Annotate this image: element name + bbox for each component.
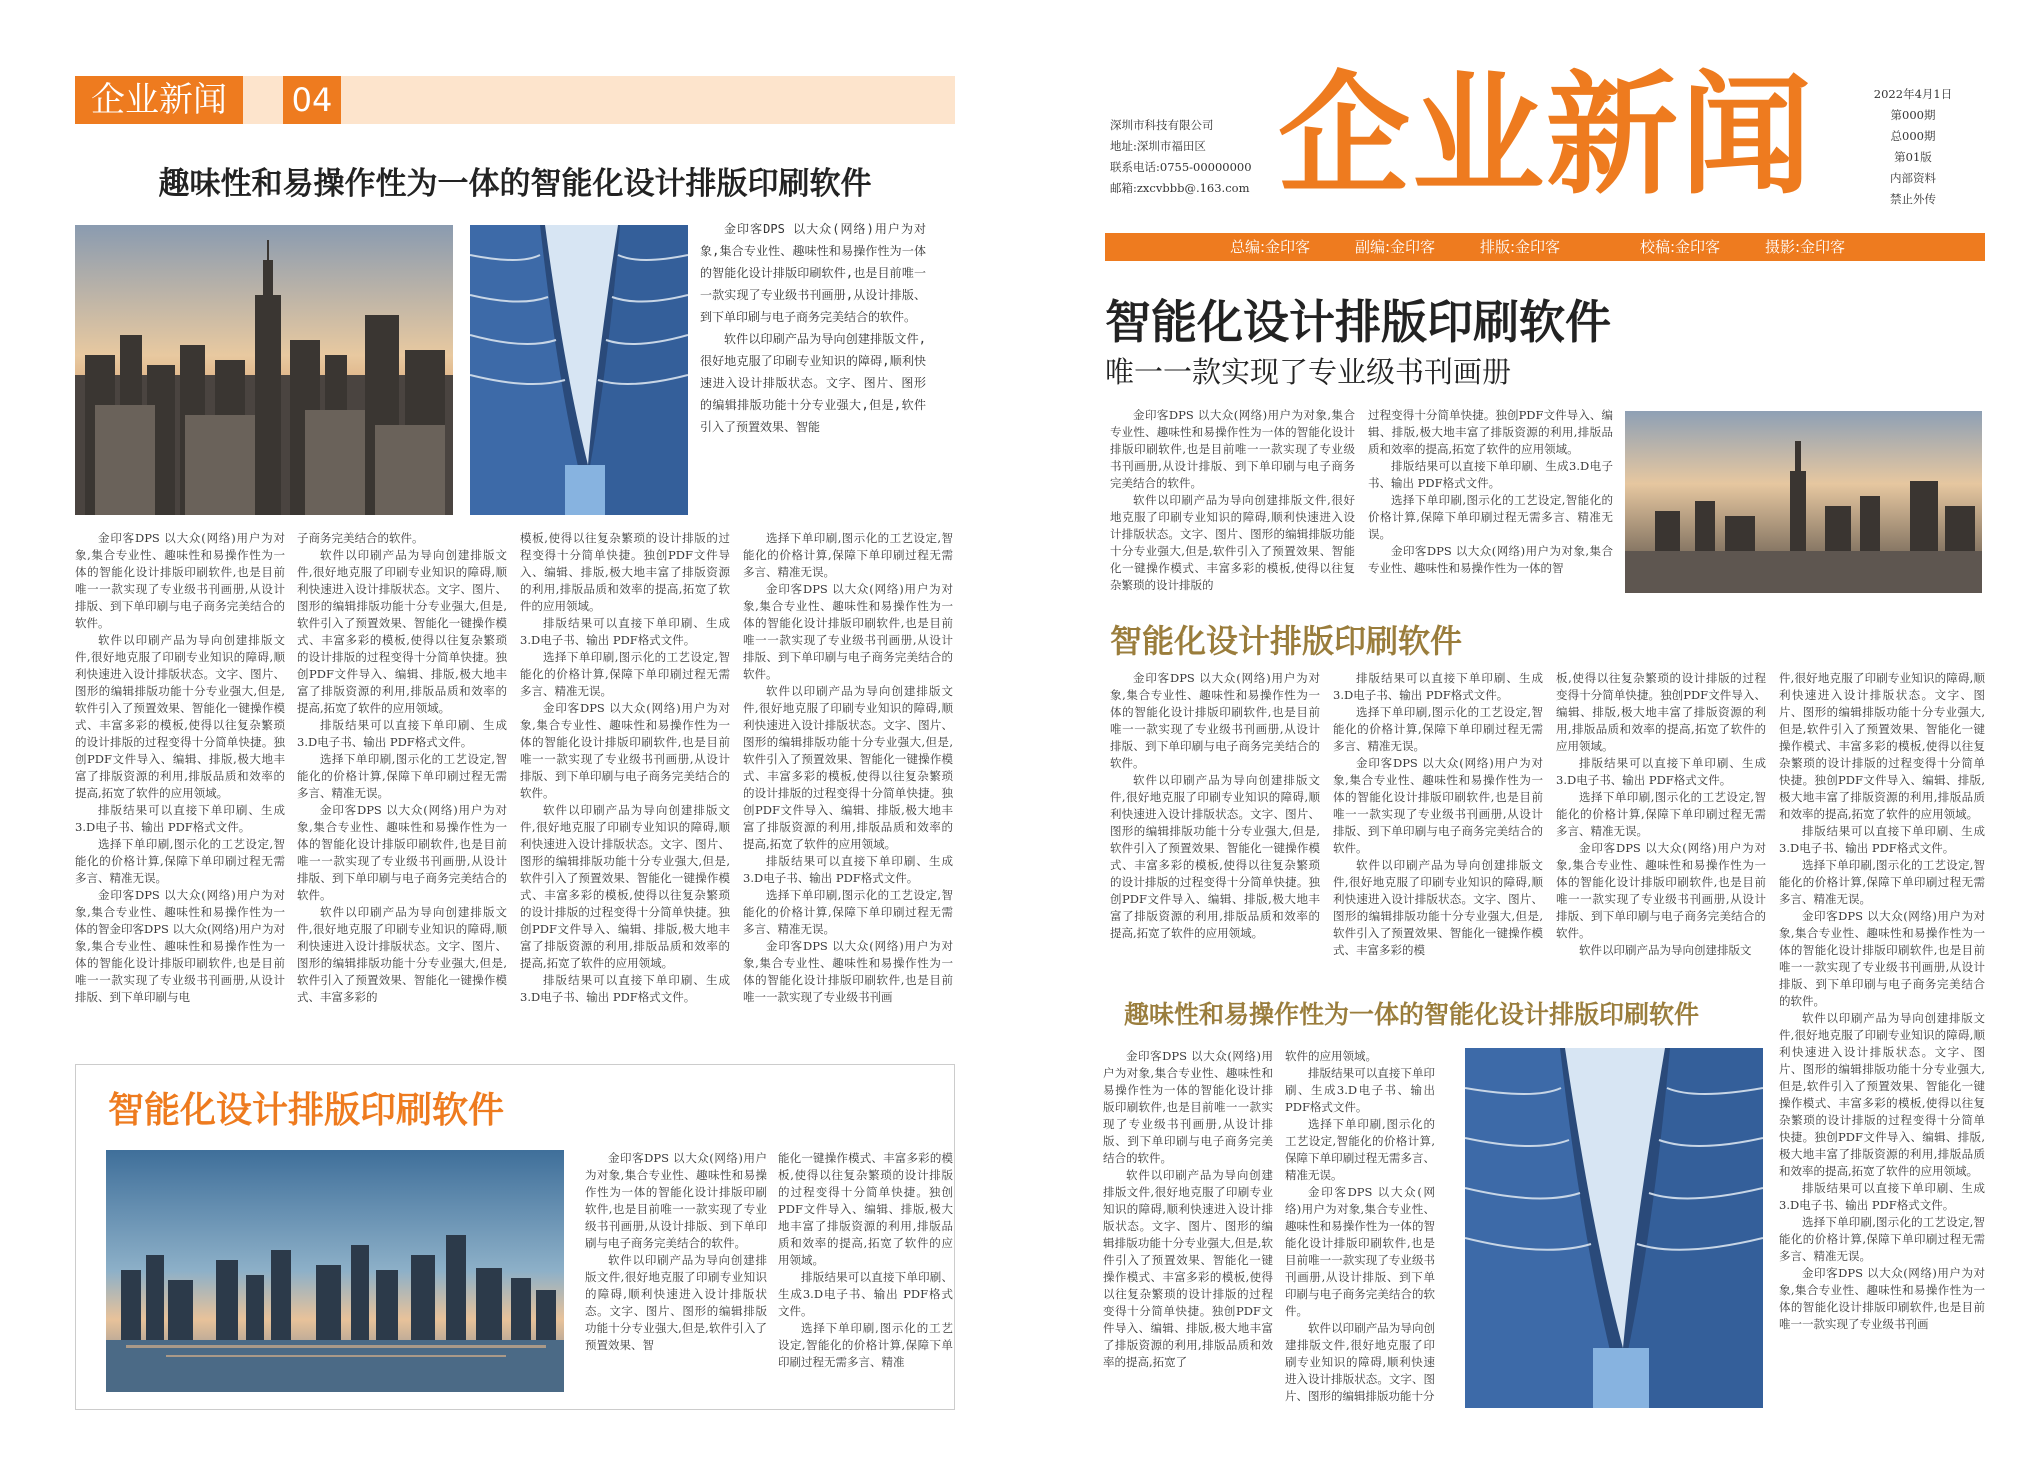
paragraph: 金印客DPS 以大众(网络)用户为对象,集合专业性、趣味性和易操作性为一体的智能化设计排版印刷软件,也是目前唯一一款实现了专业级书刊画 (1779, 1266, 1985, 1331)
total-no: 总000期 (1890, 129, 1936, 143)
section2-column-2 (1285, 1048, 1435, 1408)
paragraph: 金印客DPS 以大众(网络)用户为对象,集合专业性、趣味性和易操作性为一体的智金印客DPS 以大众(网络)用户为对象,集合专业性、趣味性和易操作性为一体的智能化设计排版印刷软件,也是目前唯一一款实现了专业级书刊画册,从设计排版、到下单印刷与电 (75, 888, 285, 1004)
left-column-1 (75, 530, 285, 1052)
staff-editor: 总编:金印客 (1230, 238, 1311, 256)
phone: 联系电话:0755-00000000 (1110, 160, 1252, 174)
paragraph: 选择下单印刷,图示化的工艺设定,智能化的价格计算,保障下单印刷过程无需多言、精准无误。 (520, 650, 730, 698)
paragraph: 软件以印刷产品为导向创建排版文件,很好地克服了印刷专业知识的障碍,顺利快速进入设计排版状态。文字、图片、图形的编辑排版功能十分专业强大,但是,软件引入了预置效果、智能化一键操作模式、丰富多彩的模板,使得以往复杂繁琐的设计排版的过程变得十分简单快捷。独创PDF文件导入、编辑、排版,极大地丰富了排版资源的利用,排版品质和效率的提高,拓宽了软件的应用领域。 (1110, 773, 1320, 940)
paragraph: 软件以印刷产品为导向创建排版文件,很好地克服了印刷专业知识的障碍,顺利快速进入设计排版状态。文字、图片、图形的编辑排版功能十分专业强大,但是,软件引入了预置效果、智能化一键操作模式、丰富多彩的模板,使得以往复杂繁琐的设计排版的过程变得十分简单快捷。独创PDF文件导入、编辑、排版,极大地丰富了排版资源的利用,排版品质和效率的提高,拓宽了软件的应用领域。 (743, 684, 953, 851)
paragraph: 排版结果可以直接下单印刷、生成3.D电子书、输出 PDF格式文件。 (1556, 756, 1766, 787)
masthead-title: 企业新闻 (1278, 59, 1814, 213)
section2-column-1 (1103, 1048, 1273, 1408)
paragraph: 金印客DPS 以大众(网络)用户为对象,集合专业性、趣味性和易操作性为一体的智能化设计排版印刷软件,也是目前唯一一款实现了专业级书刊画册,从设计排版、到下单印刷与电子商务完美结合的软件。 (1110, 408, 1355, 490)
paragraph: 软件以印刷产品为导向创建排版文 (1579, 943, 1752, 957)
paragraph: 金印客DPS 以大众(网络)用户为对象,集合专业性、趣味性和易操作性为一体的智能化设计排版印刷软件,也是目前唯一一款实现了专业级书刊画册,从设计排版、到下单印刷与电子商务完美结合的软件。 (1779, 909, 1985, 1008)
paragraph: 排版结果可以直接下单印刷、生成3.D电子书、输出 PDF格式文件。 (1333, 671, 1543, 702)
staff-proofreader: 校稿:金印客 (1640, 238, 1721, 256)
section1-column-1 (1110, 670, 1320, 980)
lead-column-2 (1368, 407, 1613, 605)
email: 邮箱:zxcvbbb@.163.com (1110, 181, 1250, 195)
paragraph: 软件以印刷产品为导向创建排版文件,很好地克服了印刷专业知识的障碍,顺利快速进入设计排版状态。文字、图片、图形的编辑排版功能十分专业强大,但是,软件引入了预置效果、智 (585, 1253, 767, 1352)
paragraph: 排版结果可以直接下单印刷、生成3.D电子书、输出 PDF格式文件。 (1779, 824, 1985, 855)
paragraph: 排版结果可以直接下单印刷、生成3.D电子书、输出 PDF格式文件。 (743, 854, 953, 885)
publisher-info (1110, 115, 1252, 199)
paragraph: 选择下单印刷,图示化的工艺设定,智能化的价格计算,保障下单印刷过程无需多言、精准无误。 (297, 752, 507, 800)
paragraph: 软件以印刷产品为导向创建排版文件,很好地克服了印刷专业知识的障碍,顺利快速进入设计排版状态。文字、图片、图形的编辑排版功能十分 (1285, 1321, 1435, 1403)
paragraph: 件,很好地克服了印刷专业知识的障碍,顺利快速进入设计排版状态。文字、图片、图形的编辑排版功能十分专业强大,但是,软件引入了预置效果、智能化一键操作模式、丰富多彩的模板,使得以往复杂繁琐的设计排版的过程变得十分简单快捷。独创PDF文件导入、编辑、排版,极大地丰富了排版资源的利用,排版品质和效率的提高,拓宽了软件的应用领域。 (1779, 671, 1985, 821)
paragraph: 子商务完美结合的软件。 (297, 531, 424, 545)
paragraph: 软件以印刷产品为导向创建排版文件,很好地克服了印刷专业知识的障碍,顺利快速进入设计排版状态。文字、图片、图形的编辑排版功能十分专业强大,但是,软件引入了预置效果、智能化一键操作模式、丰富多彩的模 (1333, 858, 1543, 957)
paragraph: 软件以印刷产品为导向创建排版文件,很好地克服了印刷专业知识的障碍,顺利快速进入设计排版状态。文字、图片、图形的编辑排版功能十分专业强大,但是,软件引入了预置效果、智能化一键操作模式、丰富多彩的模板,使得以往复杂繁琐的设计排版的过程变得十分简单快捷。独创PDF文件导入、编辑、排版,极大地丰富了排版资源的利用,排版品质和效率的提高,拓宽了软件的应用领域。 (1779, 1011, 1985, 1178)
paragraph: 排版结果可以直接下单印刷、生成3.D电子书、输出 PDF格式文件。 (75, 803, 285, 834)
paragraph: 模板,使得以往复杂繁琐的设计排版的过程变得十分简单快捷。独创PDF文件导入、编辑、排版,极大地丰富了排版资源的利用,排版品质和效率的提高,拓宽了软件的应用领域。 (520, 531, 730, 613)
harbor-skyline-photo (106, 1150, 564, 1392)
paragraph: 排版结果可以直接下单印刷、生成3.D电子书、输出 PDF格式文件。 (297, 718, 507, 749)
issue-meta (1873, 84, 1953, 210)
bottom-feature-title: 智能化设计排版印刷软件 (108, 1090, 505, 1131)
city-skyline-photo-2 (1625, 411, 1982, 593)
page-number: 04 (283, 76, 341, 124)
lead-column-1 (1110, 407, 1355, 605)
paragraph: 选择下单印刷,图示化的工艺设定,智能化的价格计算,保障下单印刷过程无需多言、精准无误。 (1368, 493, 1613, 541)
curved-building-photo (470, 225, 688, 515)
city-skyline-photo (75, 225, 453, 515)
restriction-note: 禁止外传 (1890, 192, 1936, 206)
paragraph: 过程变得十分简单快捷。独创PDF文件导入、编辑、排版,极大地丰富了排版资源的利用,排版品质和效率的提高,拓宽了软件的应用领域。 (1368, 408, 1613, 456)
paragraph: 选择下单印刷,图示化的工艺设定,智能化的价格计算,保障下单印刷过程无需多言、精准无误。 (1556, 790, 1766, 838)
paragraph: 排版结果可以直接下单印刷、生成3.D电子书、输出 PDF格式文件。 (1368, 459, 1613, 490)
left-column-2 (297, 530, 507, 1052)
staff-photographer: 摄影:金印客 (1765, 238, 1846, 256)
paragraph: 排版结果可以直接下单印刷、生成3.D电子书、输出 PDF格式文件。 (520, 973, 730, 1004)
paragraph: 选择下单印刷,图示化的工艺设定,智能化的价格计算,保障下单印刷过程无需多言、精准无误。 (1285, 1117, 1435, 1182)
issue-no: 第000期 (1890, 108, 1936, 122)
section2-title: 趣味性和易操作性为一体的智能化设计排版印刷软件 (1124, 1000, 1700, 1029)
intro-text (700, 218, 926, 508)
paragraph: 板,使得以往复杂繁琐的设计排版的过程变得十分简单快捷。独创PDF文件导入、编辑、排版,极大地丰富了排版资源的利用,排版品质和效率的提高,拓宽了软件的应用领域。 (1556, 671, 1766, 753)
paragraph: 软件以印刷产品为导向创建排版文件,很好地克服了印刷专业知识的障碍,顺利快速进入设计排版状态。文字、图片、图形的编辑排版功能十分专业强大,但是,软件引入了预置效果、智能 (700, 332, 926, 434)
paragraph: 选择下单印刷,图示化的工艺设定,智能化的价格计算,保障下单印刷过程无需多言、精准无误。 (1779, 858, 1985, 906)
staff-layout: 排版:金印客 (1480, 238, 1561, 256)
paragraph: 金印客DPS 以大众(网络)用户为对象,集合专业性、趣味性和易操作性为一体的智能化设计排版印刷软件,也是目前唯一一款实现了专业级书刊画册,从设计排版、到下单印刷与电子商务完美结合的软件。 (520, 701, 730, 800)
section-label: 企业新闻 (75, 76, 243, 124)
paragraph: 软件以印刷产品为导向创建排版文件,很好地克服了印刷专业知识的障碍,顺利快速进入设计排版状态。文字、图片、图形的编辑排版功能十分专业强大,但是,软件引入了预置效果、智能化一键操作模式、丰富多彩的模板,使得以往复杂繁琐的设计排版的过程变得十分简单快捷。独创PDF文件导入、编辑、排版,极大地丰富了排版资源的利用,排版品质和效率的提高,拓宽了 (1103, 1168, 1273, 1369)
paragraph: 金印客DPS 以大众(网络)用户为对象,集合专业性、趣味性和易操作性为一体的智 (1368, 544, 1613, 575)
paragraph: 金印客DPS 以大众(网络)用户为对象,集合专业性、趣味性和易操作性为一体的智能化设计排版印刷软件,也是目前唯一一款实现了专业级书刊画册,从设计排版、到下单印刷与电子商务完美结合的软件。 (1103, 1049, 1273, 1165)
edition: 第01版 (1894, 150, 1932, 164)
internal-note: 内部资料 (1890, 171, 1936, 185)
paragraph: 软件以印刷产品为导向创建排版文件,很好地克服了印刷专业知识的障碍,顺利快速进入设计排版状态。文字、图片、图形的编辑排版功能十分专业强大,但是,软件引入了预置效果、智能化一键操作模式、丰富多彩的模板,使得以往复杂繁琐的设计排版的过程变得十分简单快捷。独创PDF文件导入、编辑、排版,极大地丰富了排版资源的利用,排版品质和效率的提高,拓宽了软件的应用领域。 (520, 803, 730, 970)
paragraph: 选择下单印刷,图示化的工艺设定,智能化的价格计算,保障下单印刷过程无需多言、精准无误。 (75, 837, 285, 885)
company-name: 深圳市科技有限公司 (1110, 118, 1214, 132)
paragraph: 选择下单印刷,图示化的工艺设定,智能化的价格计算,保障下单印刷过程无需多言、精准无误。 (743, 531, 953, 579)
section1-column-2 (1333, 670, 1543, 980)
staff-bar (1105, 233, 1985, 261)
paragraph: 选择下单印刷,图示化的工艺设定,智能化的价格计算,保障下单印刷过程无需多言、精准无误。 (1779, 1215, 1985, 1263)
staff-deputy: 副编:金印客 (1355, 238, 1436, 256)
paragraph: 选择下单印刷,图示化的工艺设定,智能化的价格计算,保障下单印刷过程无需多言、精准无误。 (1333, 705, 1543, 753)
paragraph: 金印客DPS 以大众(网络)用户为对象,集合专业性、趣味性和易操作性为一体的智能化设计排版印刷软件,也是目前唯一一款实现了专业级书刊画册,从设计排版、到下单印刷与电子商务完美结合的软件。 (700, 222, 926, 324)
paragraph: 金印客DPS 以大众(网络)用户为对象,集合专业性、趣味性和易操作性为一体的智能化设计排版印刷软件,也是目前唯一一款实现了专业级书刊画册,从设计排版、到下单印刷与电子商务完美结合的软件。 (1556, 841, 1766, 940)
paragraph: 排版结果可以直接下单印刷、生成3.D电子书、输出 PDF格式文件。 (1779, 1181, 1985, 1212)
paragraph: 排版结果可以直接下单印刷、生成3.D电子书、输出 PDF格式文件。 (778, 1270, 953, 1318)
paragraph: 金印客DPS 以大众(网络)用户为对象,集合专业性、趣味性和易操作性为一体的智能化设计排版印刷软件,也是目前唯一一款实现了专业级书刊画册,从设计排版、到下单印刷与电子商务完美结合的软件。 (743, 582, 953, 681)
paragraph: 金印客DPS 以大众(网络)用户为对象,集合专业性、趣味性和易操作性为一体的智能化设计排版印刷软件,也是目前唯一一款实现了专业级书刊画册,从设计排版、到下单印刷与电子商务完美结合的软件。 (297, 803, 507, 902)
paragraph: 金印客DPS 以大众(网络)用户为对象,集合专业性、趣味性和易操作性为一体的智能化设计排版印刷软件,也是目前唯一一款实现了专业级书刊画册,从设计排版、到下单印刷与电子商务完美结合的软件。 (1110, 671, 1320, 770)
paragraph: 金印客DPS 以大众(网络)用户为对象,集合专业性、趣味性和易操作性为一体的智能化设计排版印刷软件,也是目前唯一一款实现了专业级书刊画册,从设计排版、到下单印刷与电子商务完美结合的软件。 (75, 531, 285, 630)
section1-column-3 (1556, 670, 1766, 980)
paragraph: 选择下单印刷,图示化的工艺设定,智能化的价格计算,保障下单印刷过程无需多言、精准无误。 (743, 888, 953, 936)
paragraph: 软件以印刷产品为导向创建排版文件,很好地克服了印刷专业知识的障碍,顺利快速进入设计排版状态。文字、图片、图形的编辑排版功能十分专业强大,但是,软件引入了预置效果、智能化一键操作模式、丰富多彩的模板,使得以往复杂繁琐的设计排版的 (1110, 493, 1355, 592)
bottom-column-2 (778, 1150, 953, 1394)
bottom-column-1 (585, 1150, 767, 1394)
right-headline: 智能化设计排版印刷软件 (1105, 295, 1611, 349)
paragraph: 软件以印刷产品为导向创建排版文件,很好地克服了印刷专业知识的障碍,顺利快速进入设计排版状态。文字、图片、图形的编辑排版功能十分专业强大,但是,软件引入了预置效果、智能化一键操作模式、丰富多彩的 (297, 905, 507, 1004)
paragraph: 金印客DPS 以大众(网络)用户为对象,集合专业性、趣味性和易操作性为一体的智能化设计排版印刷软件,也是目前唯一一款实现了专业级书刊画册,从设计排版、到下单印刷与电子商务完美结合的软件。 (585, 1151, 767, 1250)
paragraph: 软件以印刷产品为导向创建排版文件,很好地克服了印刷专业知识的障碍,顺利快速进入设计排版状态。文字、图片、图形的编辑排版功能十分专业强大,但是,软件引入了预置效果、智能化一键操作模式、丰富多彩的模板,使得以往复杂繁琐的设计排版的过程变得十分简单快捷。独创PDF文件导入、编辑、排版,极大地丰富了排版资源的利用,排版品质和效率的提高,拓宽了软件的应用领域。 (75, 633, 285, 800)
paragraph: 选择下单印刷,图示化的工艺设定,智能化的价格计算,保障下单印刷过程无需多言、精准 (778, 1321, 953, 1369)
left-column-4 (743, 530, 953, 1052)
paragraph: 软件的应用领域。 (1285, 1049, 1377, 1063)
left-column-3 (520, 530, 730, 1052)
left-headline: 趣味性和易操作性为一体的智能化设计排版印刷软件 (158, 166, 872, 202)
right-subheadline: 唯一一款实现了专业级书刊画册 (1105, 355, 1512, 389)
paragraph: 排版结果可以直接下单印刷、生成3.D电子书、输出 PDF格式文件。 (520, 616, 730, 647)
paragraph: 金印客DPS 以大众(网络)用户为对象,集合专业性、趣味性和易操作性为一体的智能化设计排版印刷软件,也是目前唯一一款实现了专业级书刊画册,从设计排版、到下单印刷与电子商务完美结合的软件。 (1333, 756, 1543, 855)
section1-title: 智能化设计排版印刷软件 (1110, 622, 1463, 660)
paragraph: 金印客DPS 以大众(网络)用户为对象,集合专业性、趣味性和易操作性为一体的智能化设计排版印刷软件,也是目前唯一一款实现了专业级书刊画 (743, 939, 953, 1004)
right-long-column (1779, 670, 1985, 1410)
paragraph: 软件以印刷产品为导向创建排版文件,很好地克服了印刷专业知识的障碍,顺利快速进入设计排版状态。文字、图片、图形的编辑排版功能十分专业强大,但是,软件引入了预置效果、智能化一键操作模式、丰富多彩的模板,使得以往复杂繁琐的设计排版的过程变得十分简单快捷。独创PDF文件导入、编辑、排版,极大地丰富了排版资源的利用,排版品质和效率的提高,拓宽了软件的应用领域。 (297, 548, 507, 715)
paragraph: 能化一键操作模式、丰富多彩的模板,使得以往复杂繁琐的设计排版的过程变得十分简单快捷。独创PDF文件导入、编辑、排版,极大地丰富了排版资源的利用,排版品质和效率的提高,拓宽了软件的应用领域。 (778, 1151, 953, 1267)
paragraph: 排版结果可以直接下单印刷、生成3.D电子书、输出 PDF格式文件。 (1285, 1066, 1435, 1114)
address: 地址:深圳市福田区 (1110, 139, 1206, 153)
issue-date: 2022年4月1日 (1873, 87, 1953, 101)
paragraph: 金印客DPS 以大众(网络)用户为对象,集合专业性、趣味性和易操作性为一体的智能化设计排版印刷软件,也是目前唯一一款实现了专业级书刊画册,从设计排版、到下单印刷与电子商务完美结合的软件。 (1285, 1185, 1435, 1318)
curved-building-photo-2 (1465, 1048, 1763, 1408)
